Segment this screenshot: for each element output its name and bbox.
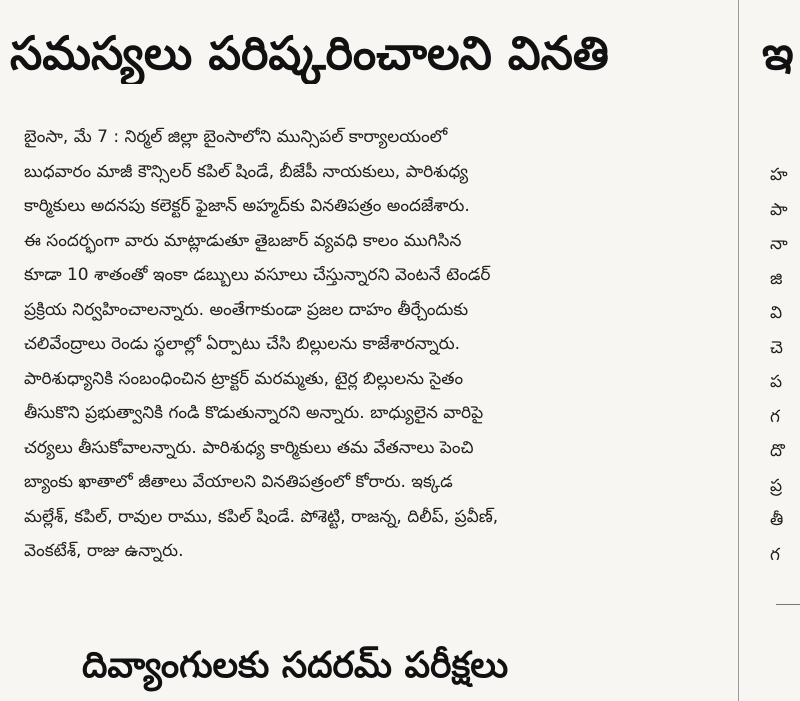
adjacent-line-fragment: తీ (770, 510, 784, 530)
article-line: ఈ సందర్భంగా వారు మాట్లాడుతూ తైబజార్ వ్యవధి కాలం ముగిసిన (24, 230, 462, 251)
adjacent-line-fragment: గ (770, 544, 780, 565)
article-line: బ్యాంకు ఖాతాలో జీతాలు వేయాలని వినతిపత్రంలో కోరారు. ఇక్కడ (24, 472, 453, 492)
article-line: పారిశుధ్యానికి సంబంధించిన ట్రాక్టర్ మరమ్మతు, టైర్ల బిల్లులను సైతం (24, 368, 464, 389)
adjacent-article-column (748, 0, 800, 701)
article-line: బుధవారం మాజీ కౌన్సిలర్ కపిల్ షిండే, బీజేపీ నాయకులు, పారిశుధ్య (24, 161, 469, 182)
article-line: వెంకటేశ్, రాజు ఉన్నారు. (24, 541, 184, 561)
article-line: చలివేంద్రాలు రెండు స్థలాల్లో ఏర్పాటు చేసి బిల్లులను కాజేశారన్నారు. (24, 334, 461, 354)
adjacent-line-fragment: పా (770, 199, 788, 220)
article-line: ప్రక్రియ నిర్వహించాలన్నారు. అంతేగాకుండా ప్రజల దాహం తీర్చేందుకు (24, 299, 469, 320)
next-article-headline: దివ్యాంగులకు సదరమ్ పరీక్షలు (82, 645, 509, 686)
adjacent-line-fragment: చె (770, 337, 783, 358)
article-body (24, 120, 718, 569)
article-line: కార్మికులు అదనపు కలెక్టర్ ఫైజాన్ అహ్మద్‌కు వినతిపత్రం అందజేశారు. (24, 196, 470, 216)
adjacent-line-fragment: నా (770, 234, 788, 254)
adjacent-line-fragment: దొ (770, 441, 785, 461)
adjacent-line-fragment: జి (770, 268, 783, 289)
article-line: మల్లేశ్, కపిల్, రావుల రాము, కపిల్ షిండే. పోశెట్టి, రాజన్న, దిలీప్, ప్రవీణ్, (24, 506, 499, 527)
article-line: కూడా 10 శాతంతో ఇంకా డబ్బులు వసూలు చేస్తున్నారని వెంటనే టెండర్ (24, 265, 491, 285)
adjacent-headline-fragment: ఇ (762, 26, 794, 80)
article-line: బైంసా, మే 7 : నిర్మల్ జిల్లా బైంసాలోని మున్సిపల్ కార్యాలయంలో (24, 127, 448, 147)
adjacent-line-fragment: ప్ర (770, 475, 783, 496)
adjacent-line-fragment: ప (770, 372, 783, 392)
adjacent-article-body (770, 158, 800, 572)
adjacent-line-fragment: వి (770, 303, 783, 323)
article-line: చర్యలు తీసుకోవాలన్నారు. పారిశుధ్య కార్మికులు తమ వేతనాలు పెంచి (24, 437, 474, 458)
adjacent-line-fragment: గ (770, 406, 780, 427)
article-line: తీసుకొని ప్రభుత్వానికి గండి కొడుతున్నారని అన్నారు. బాధ్యులైన వారిపై (24, 403, 484, 423)
column-divider (738, 0, 739, 701)
article-headline: సమస్యలు పరిష్కరించాలని వినతి (10, 26, 609, 80)
adjacent-line-fragment: హ (770, 165, 788, 185)
adjacent-rule (776, 604, 800, 605)
